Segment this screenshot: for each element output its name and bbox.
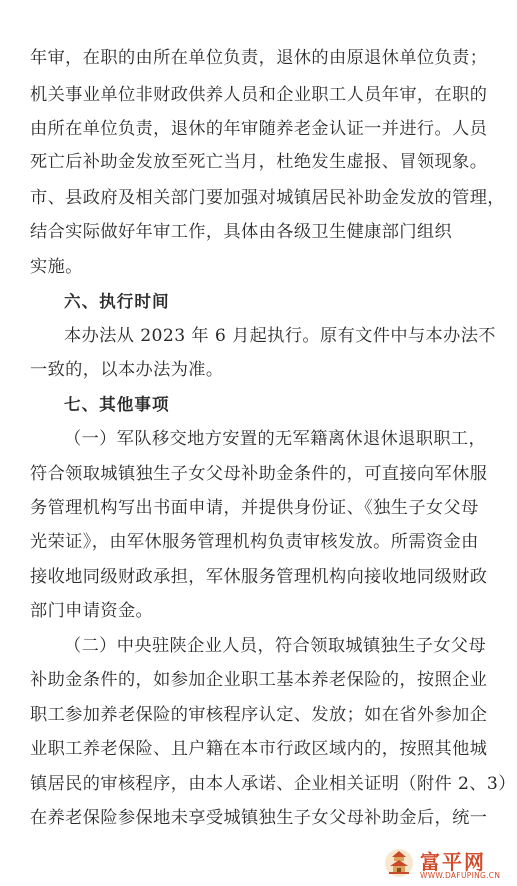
text-line: 结合实际做好年审工作，具体由各级卫生健康部门组织 [30,222,453,242]
text-line: 光荣证》，由军休服务管理机构负责审核发放。所需资金由 [30,532,479,552]
text-line: 实施。 [30,257,83,277]
text-line: 市、县政府及相关部门要加强对城镇居民补助金发放的管理， [30,188,505,208]
text-line: 职工参加养老保险的审核程序认定、发放；如在省外参加企 [30,705,488,725]
text-line: 业职工养老保险、且户籍在本市行政区域内的，按照其他城 [30,739,488,759]
text-line: （二）中央驻陕企业人员，符合领取城镇独生子女父母 [64,636,487,656]
section-heading-other-matters: 七、其他事项 [64,395,170,414]
text-line: 由所在单位负责，退休的年审随养老金认证一并进行。人员 [30,119,488,139]
text-line: 机关事业单位非财政供养人员和企业职工人员年审，在职的 [30,85,488,105]
text-line: 接收地同级财政承担，军休服务管理机构向接收地同级财政 [30,567,488,587]
text-line: 在养老保险参保地未享受城镇独生子女父母补助金后，统一 [30,808,488,828]
text-line: 补助金条件的，如参加企业职工基本养老保险的，按照企业 [30,670,488,690]
watermark-name: 富平网 [420,850,486,874]
text-line: 年审，在职的由所在单位负责，退休的由原退休单位负责； [30,48,488,68]
section-heading-execution-time: 六、执行时间 [64,292,170,311]
watermark-url: WWW.DAFUPING.CN [420,871,501,880]
text-line: （一）军队移交地方安置的无军籍离休退休退职职工， [64,429,487,449]
text-line: 务管理机构写出书面申请，并提供身份证、《独生子女父母 [30,498,479,518]
text-line: 镇居民的审核程序，由本人承诺、企业相关证明（附件 2、3） [30,774,516,794]
text-line: 符合领取城镇独生子女父母补助金条件的，可直接向军休服 [30,464,488,484]
pagoda-emblem-icon [384,846,414,880]
site-watermark [384,846,514,884]
text-line: 本办法从 2023 年 6 月起执行。原有文件中与本办法不 [64,326,496,346]
text-line: 死亡后补助金发放至死亡当月，杜绝发生虚报、冒领现象。 [30,152,488,172]
text-line: 一致的，以本办法为准。 [30,360,224,380]
text-line: 部门申请资金。 [30,601,154,621]
